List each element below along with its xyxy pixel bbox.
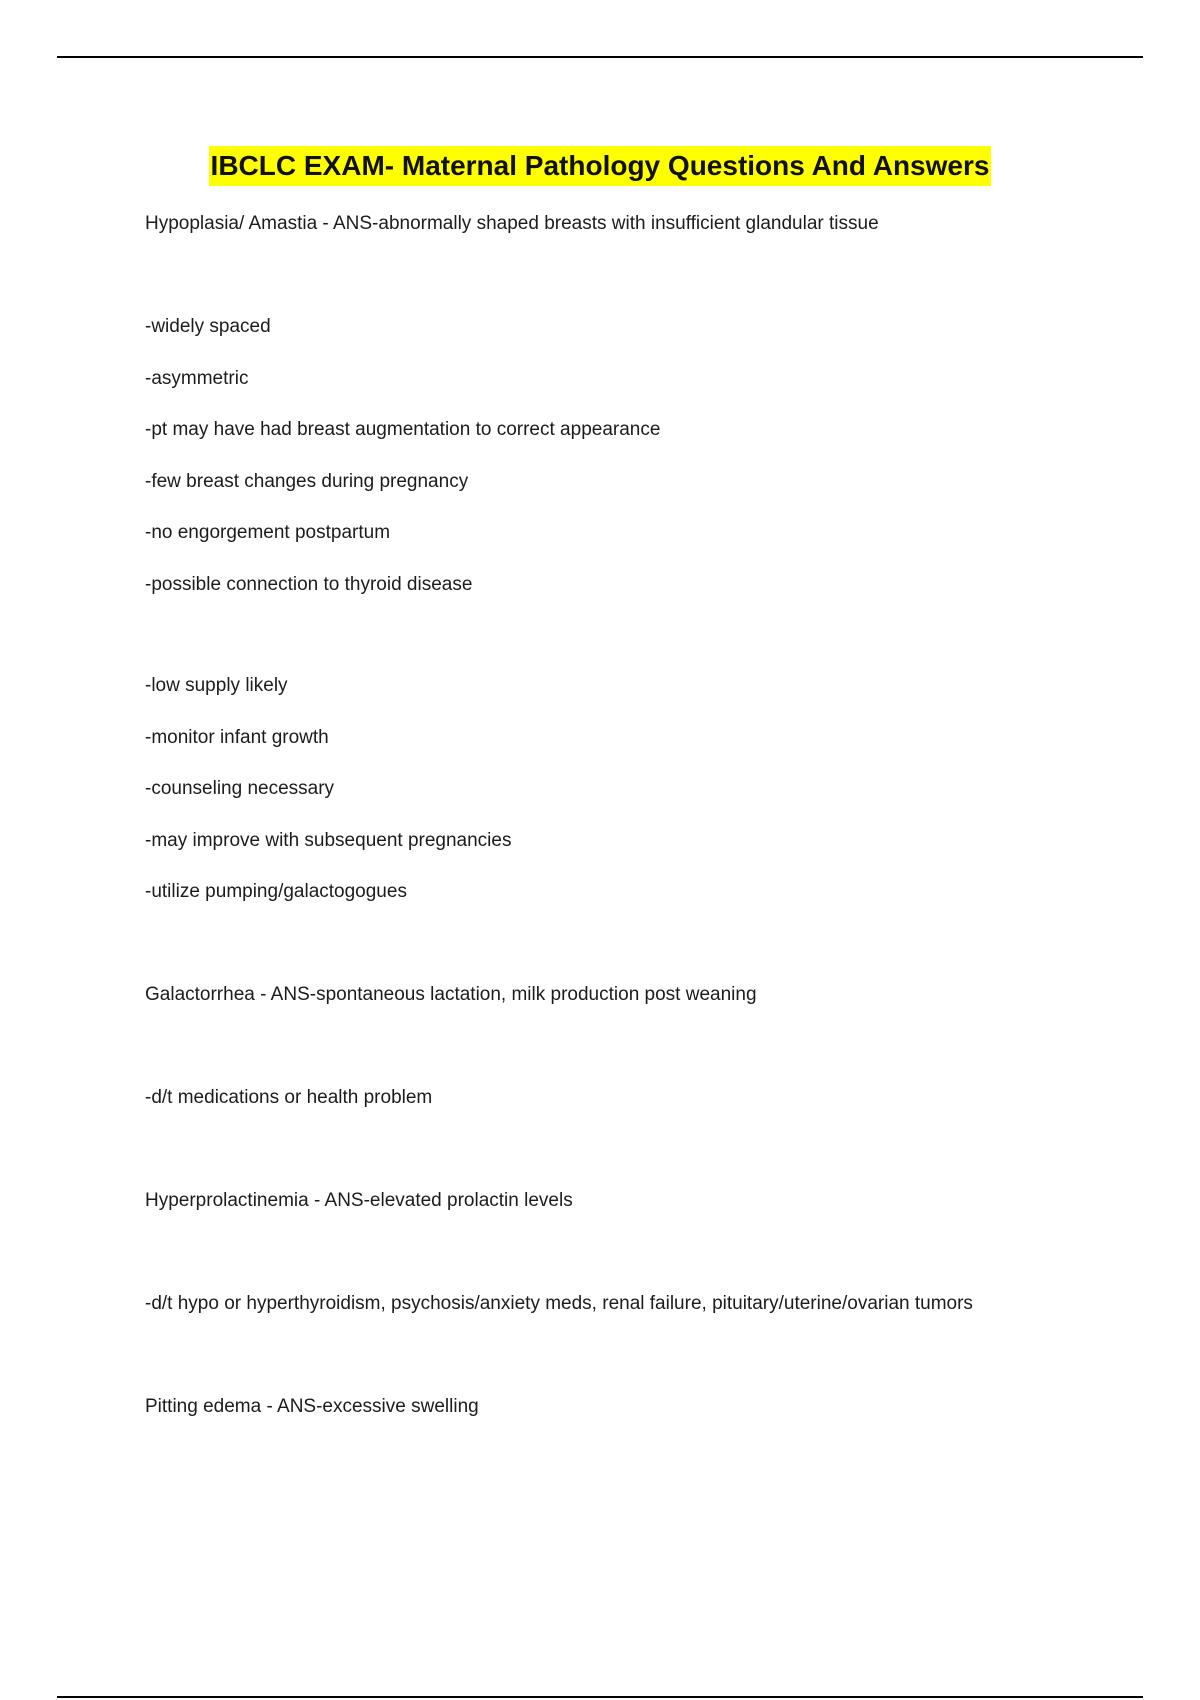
list-item: -pt may have had breast augmentation to correct appearance xyxy=(145,419,661,440)
answer-line-pitting-edema: Pitting edema - ANS-excessive swelling xyxy=(145,1396,479,1417)
list-item: -few breast changes during pregnancy xyxy=(145,471,469,492)
answer-line-galactorrhea: Galactorrhea - ANS-spontaneous lactation, milk production post weaning xyxy=(145,984,757,1005)
page-top-rule xyxy=(57,56,1143,58)
list-item: -d/t medications or health problem xyxy=(145,1087,433,1108)
document-title: IBCLC EXAM- Maternal Pathology Questions And Answers xyxy=(209,146,992,186)
list-item: -d/t hypo or hyperthyroidism, psychosis/anxiety meds, renal failure, pituitary/uterine/ovarian tumors xyxy=(145,1293,973,1314)
list-item: -may improve with subsequent pregnancies xyxy=(145,830,512,851)
list-item: -no engorgement postpartum xyxy=(145,522,391,543)
title-container xyxy=(0,146,1200,186)
list-item: -monitor infant growth xyxy=(145,727,329,748)
list-item: -counseling necessary xyxy=(145,778,335,799)
list-item: -widely spaced xyxy=(145,316,271,337)
list-item: -utilize pumping/galactogogues xyxy=(145,881,407,902)
answer-line-hyperprolactinemia: Hyperprolactinemia - ANS-elevated prolactin levels xyxy=(145,1190,573,1211)
answer-line-hypoplasia: Hypoplasia/ Amastia - ANS-abnormally shaped breasts with insufficient glandular tissue xyxy=(145,213,879,234)
list-item: -low supply likely xyxy=(145,675,288,696)
page-bottom-rule xyxy=(57,1696,1143,1698)
list-item: -asymmetric xyxy=(145,368,249,389)
list-item: -possible connection to thyroid disease xyxy=(145,574,473,595)
